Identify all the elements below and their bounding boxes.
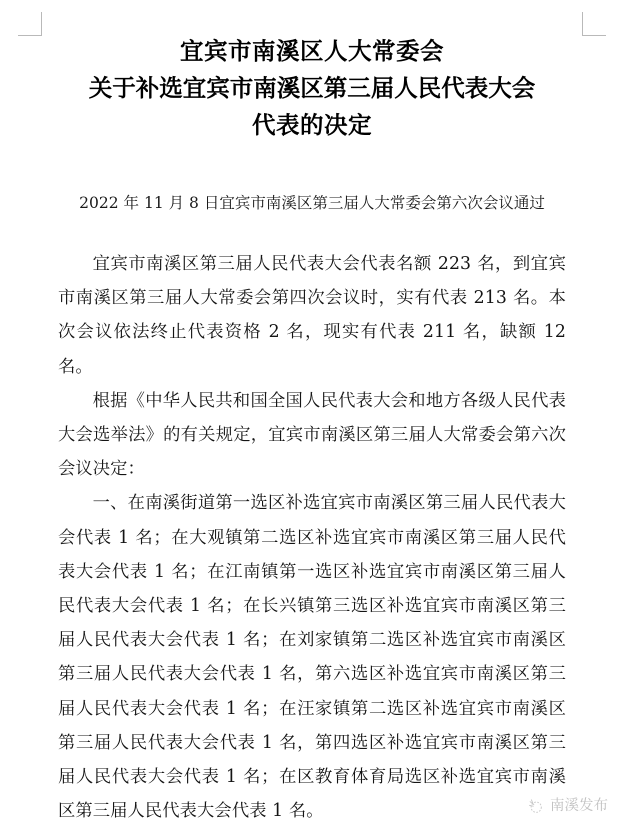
page-corner-mark-top-left	[18, 12, 42, 36]
document-paragraph-2: 根据《中华人民共和国全国人民代表大会和地方各级人民代表大会选举法》的有关规定，宜宾市南溪区第三届人大常委会第六次会议决定：	[58, 390, 566, 480]
document-title-line-3: 代表的决定	[252, 111, 372, 139]
document-title	[58, 0, 566, 144]
document-date-line: 2022 年 11 月 8 日宜宾市南溪区第三届人大常委会第六次会议通过	[79, 194, 545, 212]
document-paragraph-1: 宜宾市南溪区第三届人民代表大会代表名额 223 名，到宜宾市南溪区第三届人大常委会第四次会议时，实有代表 213 名。本次会议依法终止代表资格 2 名，现实有代表 211 名，缺额 12 名。	[58, 254, 566, 377]
document-content	[58, 0, 566, 827]
watermark-label: 南溪发布	[550, 798, 608, 814]
document-body	[58, 215, 566, 827]
document-title-line-1: 宜宾市南溪区人大常委会	[180, 37, 444, 65]
document-paragraph-3: 一、在南溪街道第一选区补选宜宾市南溪区第三届人民代表大会代表 1 名；在大观镇第二选区补选宜宾市南溪区第三届人民代表大会代表 1 名；在江南镇第一选区补选宜宾市南溪区第三届人民代表大会代表 1 名；在长兴镇第三选区补选宜宾市南溪区第三届人民代表大会代表 1 名；在刘家镇第二选区补选宜宾市南溪区第三届人民代表大会代表 1 名，第六选区补选宜宾市南溪区第三届人民代表大会代表 1 名；在汪家镇第二选区补选宜宾市南溪区第三届人民代表大会代表 1 名，第四选区补选宜宾市南溪区第三届人民代表大会代表 1 名；在区教育体育局选区补选宜宾市南溪区第三届人民代表大会代表 1 名。	[58, 493, 566, 822]
document-title-line-2: 关于补选宜宾市南溪区第三届人民代表大会	[88, 74, 536, 102]
page-corner-mark-top-right	[582, 12, 606, 36]
